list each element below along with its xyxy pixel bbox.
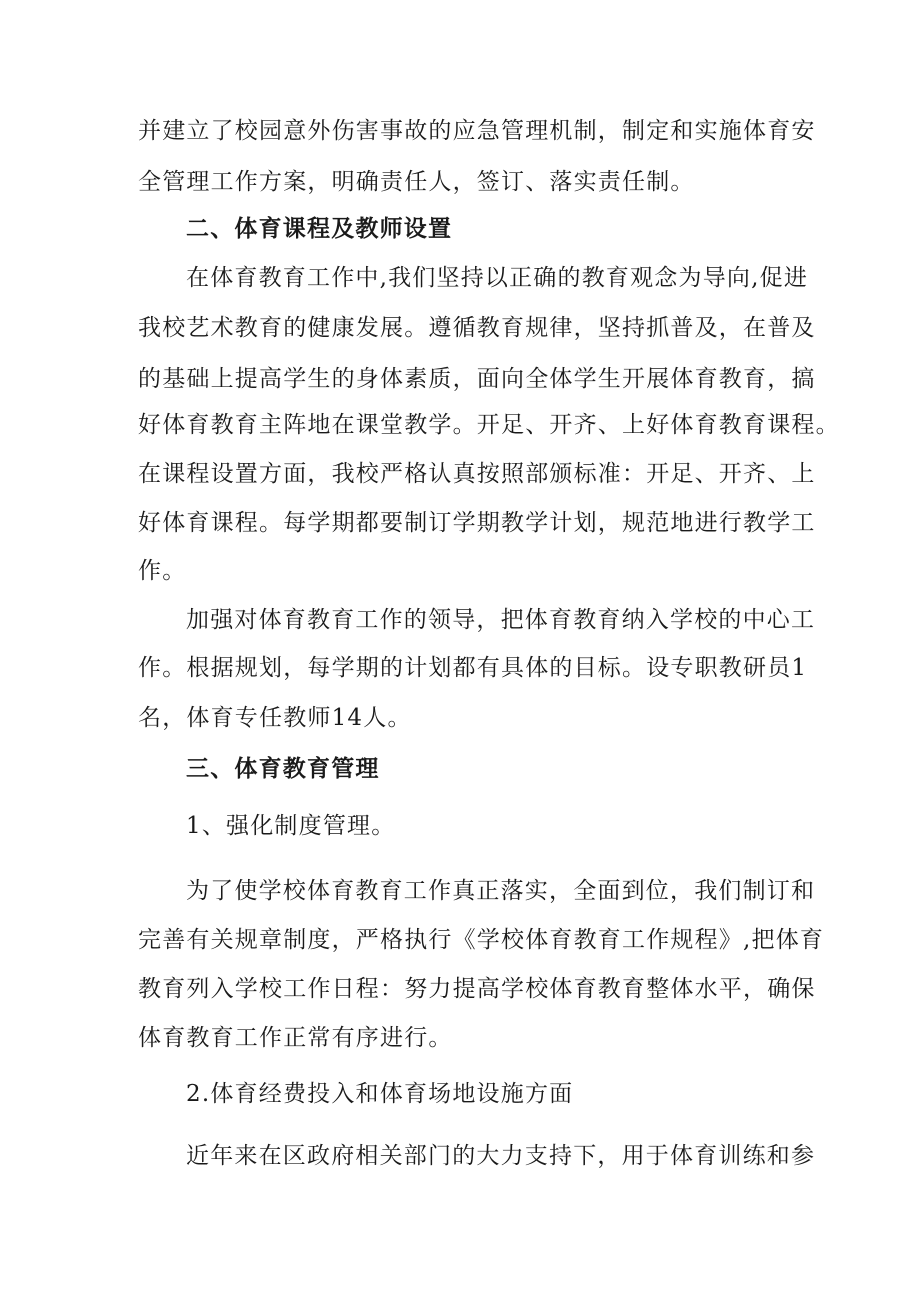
paragraph-line: 在课程设置方面，我校严格认真按照部颁标准：开足、开齐、上 xyxy=(138,461,816,487)
subsection-heading: 2.体育经费投入和体育场地设施方面 xyxy=(186,1081,574,1107)
paragraph-line: 并建立了校园意外伤害事故的应急管理机制，制定和实施体育安 xyxy=(138,118,816,144)
paragraph-line: 名，体育专任教师14人。 xyxy=(138,705,412,731)
paragraph-line: 为了使学校体育教育工作真正落实，全面到位，我们制订和 xyxy=(186,878,816,904)
paragraph-line: 加强对体育教育工作的领导，把体育教育纳入学校的中心工 xyxy=(186,607,816,633)
paragraph-line: 我校艺术教育的健康发展。遵循教育规律，坚持抓普及，在普及 xyxy=(138,315,816,341)
paragraph-line: 教育列入学校工作日程：努力提高学校体育教育整体水平，确保 xyxy=(138,976,816,1002)
paragraph-line: 全管理工作方案，明确责任人，签订、落实责任制。 xyxy=(138,169,695,195)
paragraph-line: 体育教育工作正常有序进行。 xyxy=(138,1025,453,1051)
paragraph-line: 近年来在区政府相关部门的大力支持下，用于体育训练和参 xyxy=(186,1143,816,1169)
paragraph-line: 作。根据规划，每学期的计划都有具体的目标。设专职教研员1 xyxy=(138,655,808,681)
paragraph-line: 在体育教育工作中,我们坚持以正确的教育观念为导向,促进 xyxy=(186,265,809,291)
paragraph-line: 好体育教育主阵地在课堂教学。开足、开齐、上好体育教育课程。 xyxy=(138,412,840,438)
subsection-heading: 1、强化制度管理。 xyxy=(186,813,396,839)
section-heading-3: 三、体育教育管理 xyxy=(186,755,380,782)
paragraph-line: 好体育课程。每学期都要制订学期教学计划，规范地进行教学工 xyxy=(138,510,816,536)
paragraph-line: 的基础上提高学生的身体素质，面向全体学生开展体育教育，搞 xyxy=(138,366,816,392)
paragraph-line: 作。 xyxy=(138,558,187,584)
paragraph-line: 完善有关规章制度，严格执行《学校体育教育工作规程》,把体育 xyxy=(138,927,825,953)
section-heading-2: 二、体育课程及教师设置 xyxy=(186,215,453,242)
